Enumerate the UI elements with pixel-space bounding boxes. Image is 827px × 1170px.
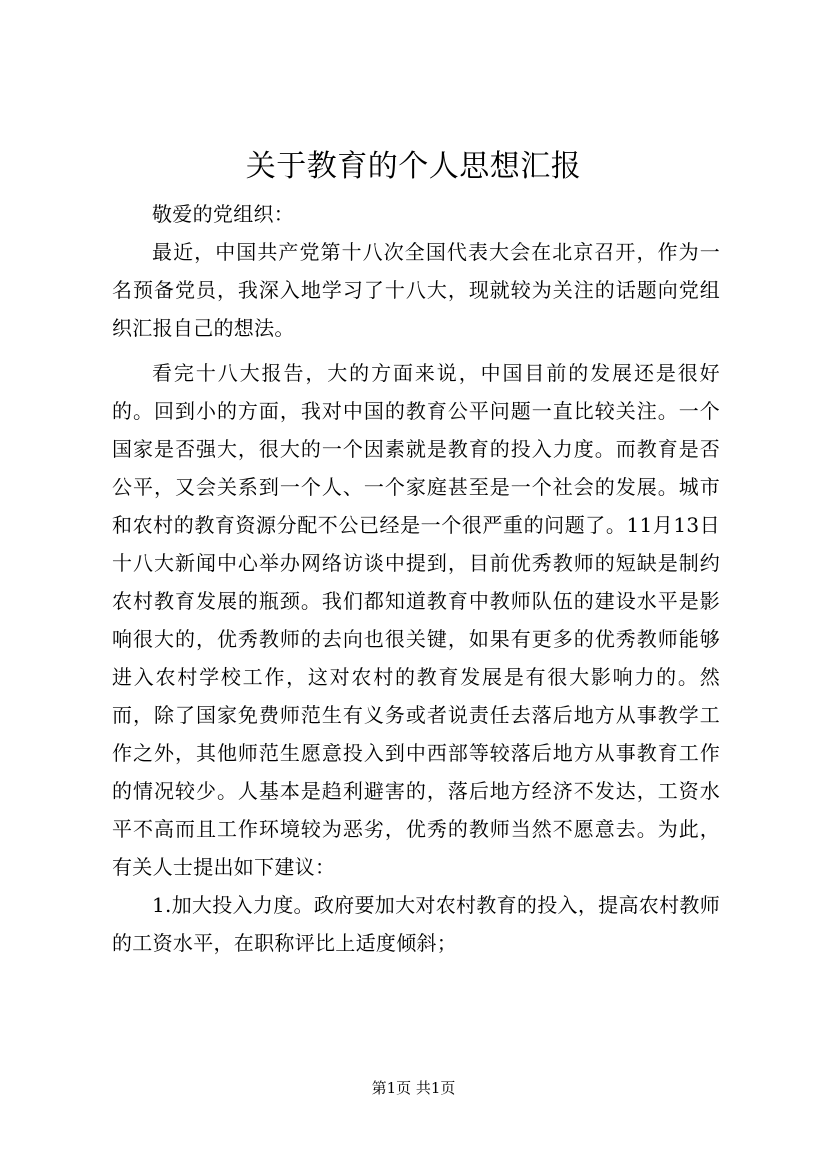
- document-body: [112, 195, 720, 962]
- salutation: 敬爱的党组织：: [152, 202, 295, 226]
- paragraph-3: 1.加大投入力度。政府要加大对农村教育的投入，提高农村教师的工资水平，在职称评比上适度倾斜；: [112, 893, 720, 955]
- page-footer: 第1页 共1页: [371, 1079, 456, 1097]
- document-title: 关于教育的个人思想汇报: [245, 149, 582, 184]
- paragraph-2: 看完十八大报告，大的方面来说，中国目前的发展还是很好的。回到小的方面，我对中国的教育公平问题一直比较关注。一个国家是否强大，很大的一个因素就是教育的投入力度。而教育是否公平，又会关系到一个人、一个家庭甚至是一个社会的发展。城市和农村的教育资源分配不公已经是一个很严重的问题了。11月13日十八大新闻中心举办网络访谈中提到，目前优秀教师的短缺是制约农村教育发展的瓶颈。我们都知道教育中教师队伍的建设水平是影响很大的，优秀教师的去向也很关键，如果有更多的优秀教师能够进入农村学校工作，这对农村的教育发展是有很大影响力的。然而，除了国家免费师范生有义务或者说责任去落后地方从事教学工作之外，其他师范生愿意投入到中西部等较落后地方从事教育工作的情况较少。人基本是趋利避害的，落后地方经济不发达，工资水平不高而且工作环境较为恶劣，优秀的教师当然不愿意去。为此，有关人士提出如下建议：: [112, 361, 720, 879]
- paragraph-1: 最近，中国共产党第十八次全国代表大会在北京召开，作为一名预备党员，我深入地学习了十八大，现就较为关注的话题向党组织汇报自己的想法。: [112, 240, 720, 340]
